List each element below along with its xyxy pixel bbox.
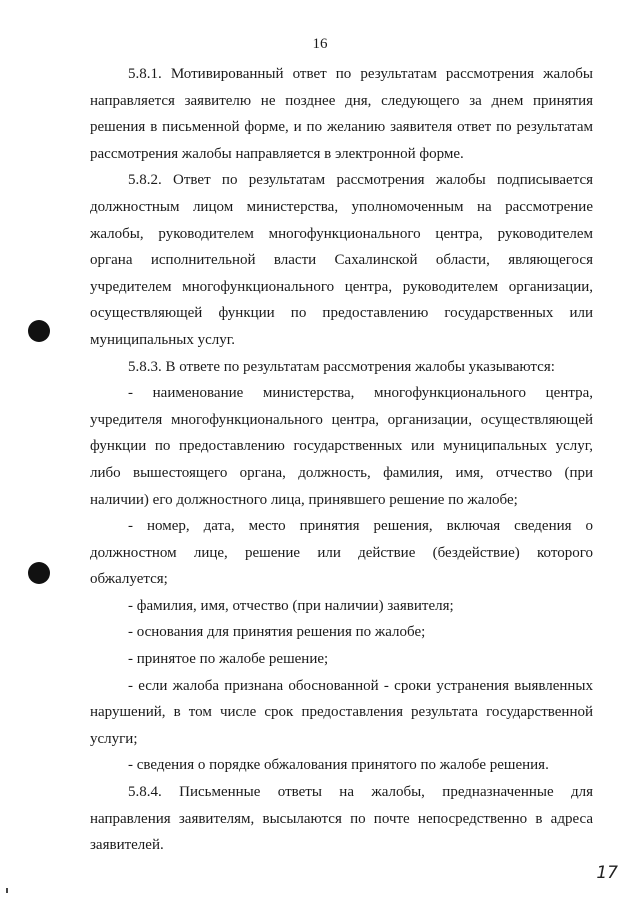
list-item-remedy-terms: - если жалоба признана обоснованной - сроки устранения выявленных нарушений, в том числе срок предоставления результата государственной услуги; xyxy=(90,677,593,747)
list-item-decision-number: - номер, дата, место принятия решения, включая сведения о должностном лице, решение или действие (бездействие) которого обжалуется; xyxy=(90,518,593,588)
list-item-name-of-ministry: - наименование министерства, многофункционального центра, учредителя многофункционального центра, организации, осуществляющей функции по предоставлению государственных или муниципальных услуг, либо вышестоящего органа, должность, фамилия, имя, отчество (при наличии) его должностного лица, принявшего решение по жалобе; xyxy=(90,385,593,508)
list-item-appeal-procedure: - сведения о порядке обжалования принятого по жалобе решения. xyxy=(128,757,549,774)
paragraph-5-8-4: 5.8.4. Письменные ответы на жалобы, предназначенные для направления заявителям, высылаются по почте непосредственно в адреса заявителей. xyxy=(90,784,593,854)
paragraph-5-8-1: 5.8.1. Мотивированный ответ по результатам рассмотрения жалобы направляется заявителю не позднее дня, следующего за днем принятия решения в письменной форме, и по желанию заявителя ответ по результатам рассмотрения жалобы направляется в электронной форме. xyxy=(90,66,593,162)
list-item-applicant-name: - фамилия, имя, отчество (при наличии) заявителя; xyxy=(128,597,454,614)
scan-mark xyxy=(6,888,8,893)
document-body xyxy=(90,61,593,859)
list-item-decision-grounds: - основания для принятия решения по жалобе; xyxy=(128,624,426,641)
list-item-decision: - принятое по жалобе решение; xyxy=(128,651,329,668)
punch-hole xyxy=(28,320,50,342)
page-number: 16 xyxy=(312,36,328,52)
paragraph-5-8-3: 5.8.3. В ответе по результатам рассмотрения жалобы указываются: xyxy=(128,358,555,375)
handwritten-page-mark: 17 xyxy=(596,863,618,883)
punch-hole xyxy=(28,562,50,584)
paragraph-5-8-2: 5.8.2. Ответ по результатам рассмотрения жалобы подписывается должностным лицом министерства, уполномоченным на рассмотрение жалобы, руководителем многофункционального центра, руководителем органа исполнительной власти Сахалинской области, являющегося учредителем многофункционального центра, руководителем организации, осуществляющей функции по предоставлению государственных или муниципальных услуг. xyxy=(90,172,593,348)
